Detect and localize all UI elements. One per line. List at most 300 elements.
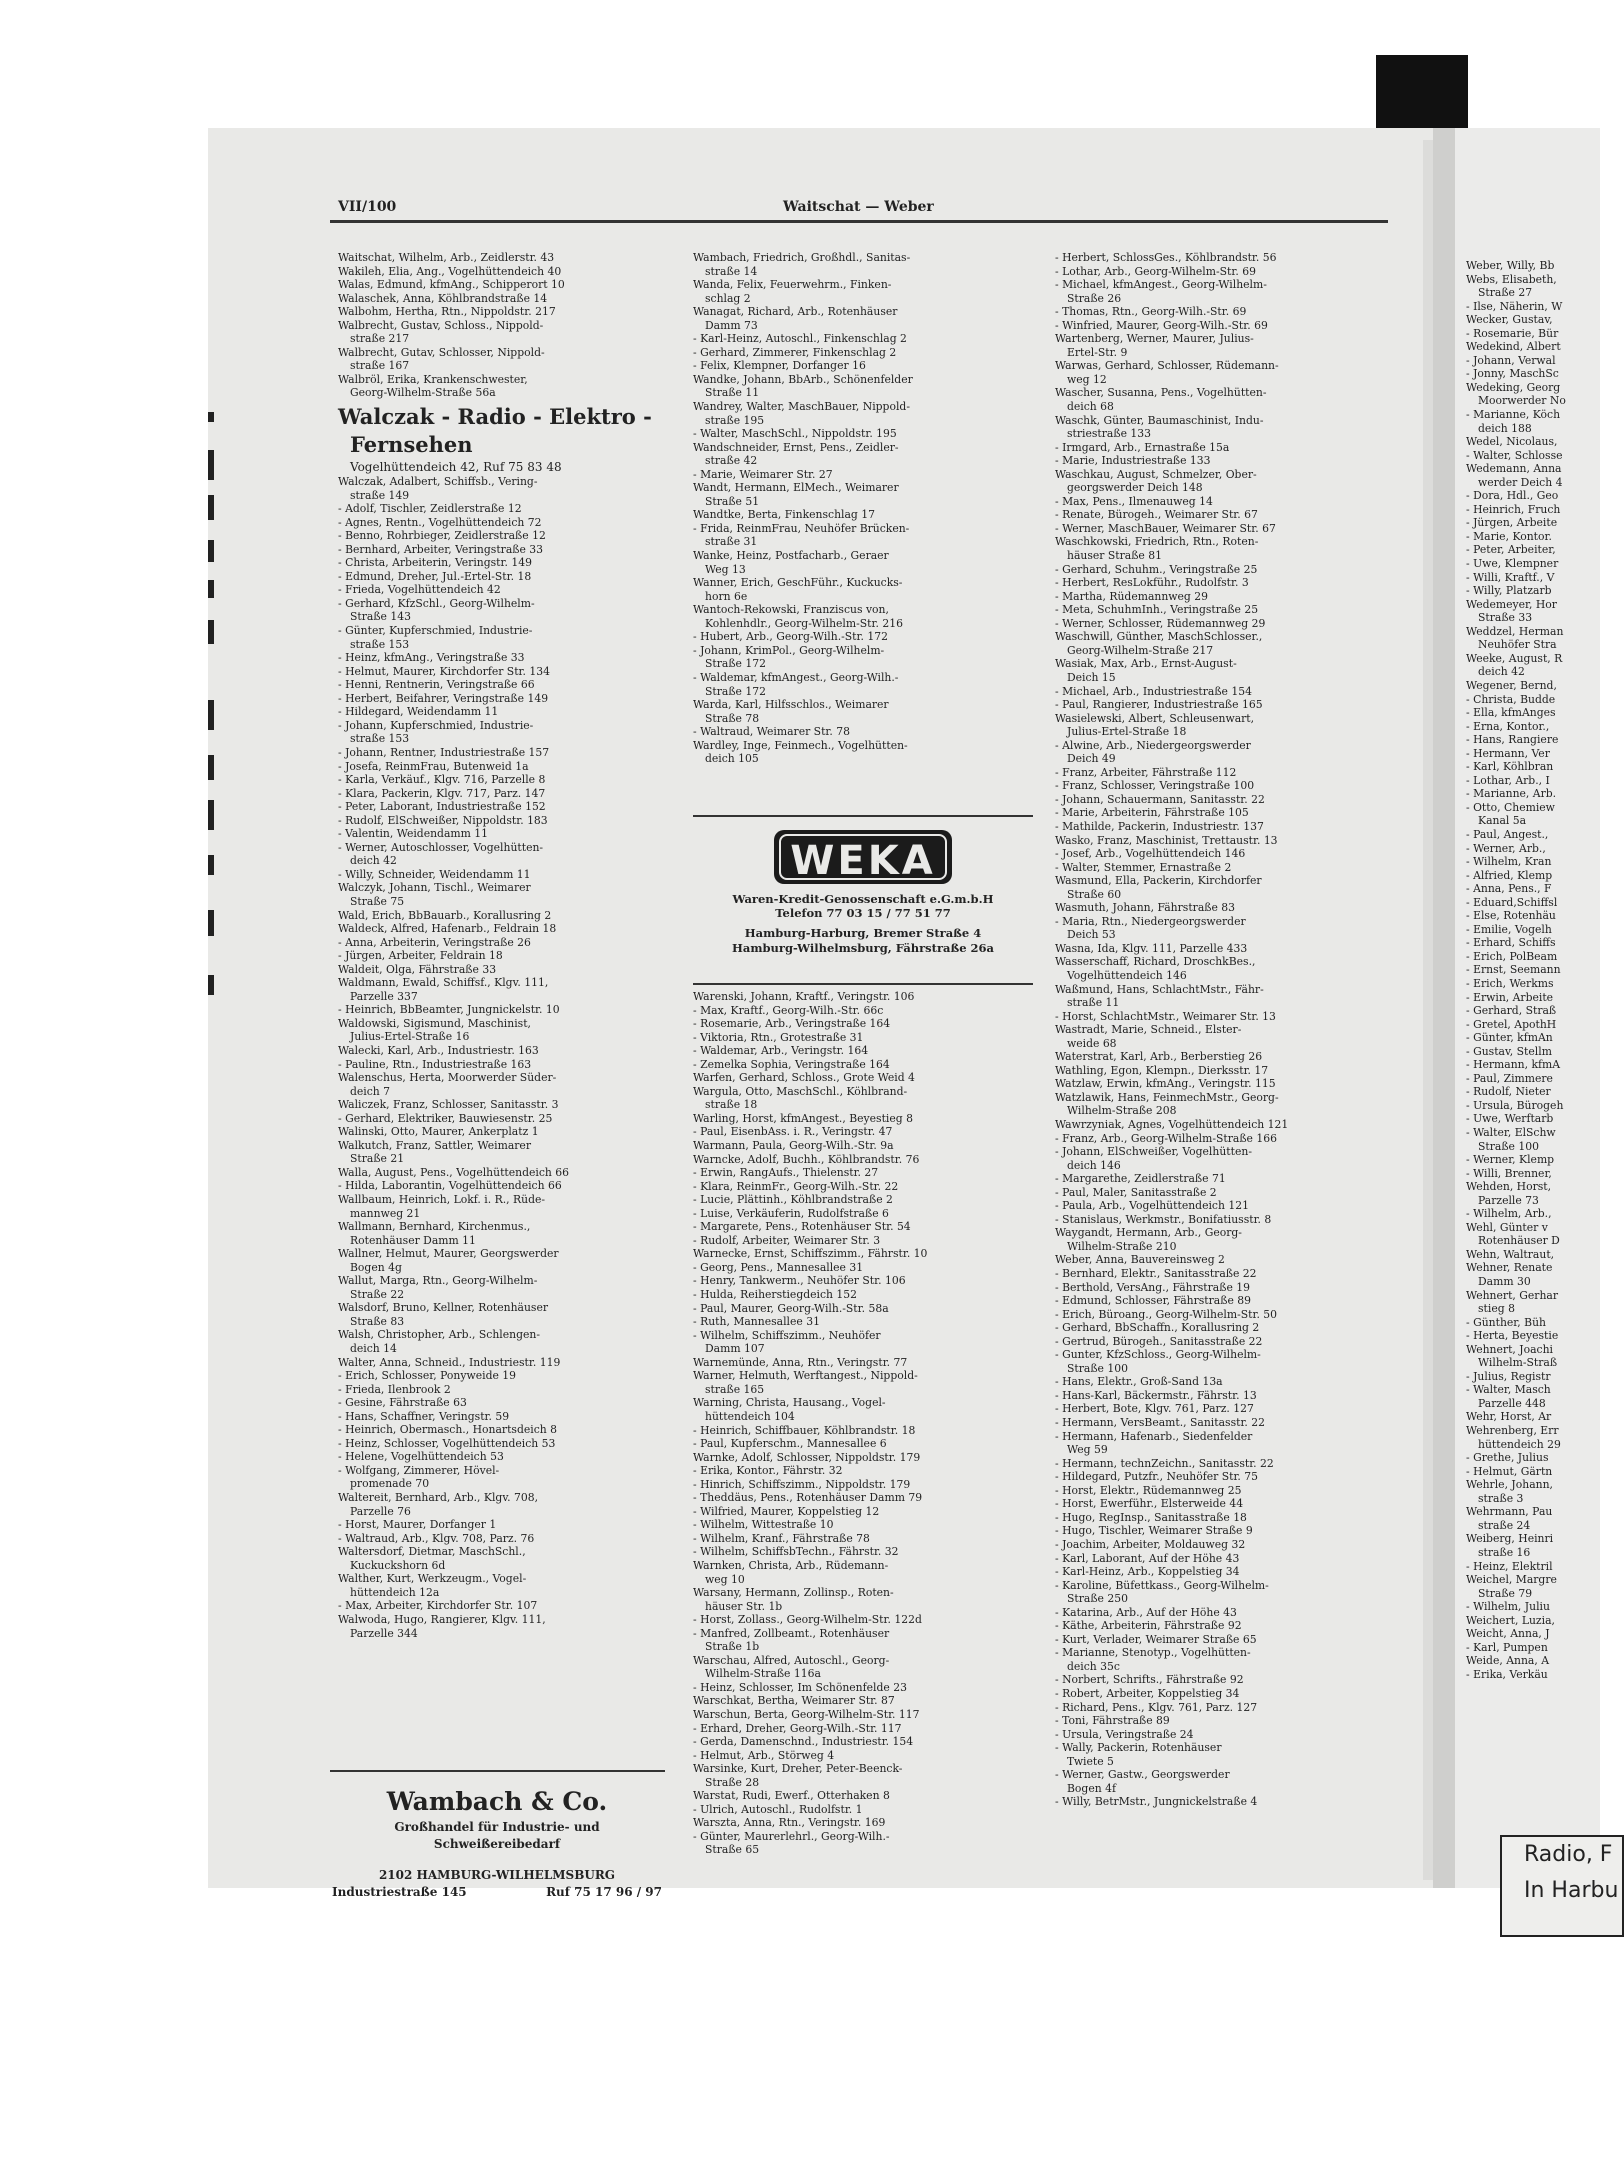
entry: Watzlawik, Hans, FeinmechMstr., Georg- <box>1055 1090 1279 1104</box>
entry-sub: - Günther, Büh <box>1466 1315 1546 1329</box>
weka-logo-text: WEKA <box>790 838 936 884</box>
book-gutter <box>1433 128 1455 1888</box>
entry: Walbröl, Erika, Krankenschwester, <box>338 372 528 386</box>
entry-continuation: Parzelle 76 <box>350 1504 411 1518</box>
entry-sub: - Jürgen, Arbeite <box>1466 516 1558 530</box>
entry-sub: - Hans, Rangiere <box>1466 733 1559 747</box>
entry-continuation: Damm 73 <box>705 318 758 332</box>
entry: Wanner, Erich, GeschFühr., Kuckucks- <box>693 576 903 590</box>
entry-sub: - Adolf, Tischler, Zeidlerstraße 12 <box>338 502 522 516</box>
entry: Weichert, Luzia, <box>1466 1613 1555 1627</box>
entry-continuation: deich 68 <box>1067 400 1114 414</box>
entry-continuation: straße 149 <box>350 488 410 502</box>
entry-continuation: weide 68 <box>1067 1036 1117 1050</box>
entry-sub: - Herbert, ResLokführ., Rudolfstr. 3 <box>1055 576 1249 590</box>
entry: Wascher, Susanna, Pens., Vogelhütten- <box>1055 386 1267 400</box>
margin-mark <box>208 580 214 598</box>
entry-continuation: hüttendeich 29 <box>1478 1437 1561 1451</box>
margin-mark <box>208 910 214 936</box>
entry-continuation: straße 31 <box>705 535 758 549</box>
entry-continuation: straße 217 <box>350 332 410 346</box>
entry-sub: - Werner, Gastw., Georgswerder <box>1055 1768 1230 1782</box>
ad-address: Vogelhüttendeich 42, Ruf 75 83 48 <box>350 460 562 475</box>
entry-sub: - Lothar, Arb., I <box>1466 773 1550 787</box>
entry: Waldeit, Olga, Fährstraße 33 <box>338 962 497 976</box>
entry-continuation: Moorwerder No <box>1478 394 1566 408</box>
column-2 <box>693 251 1038 766</box>
entry: Wallut, Marga, Rtn., Georg-Wilhelm- <box>338 1274 538 1288</box>
ad-rule <box>693 815 1033 817</box>
entry-sub: - Katarina, Arb., Auf der Höhe 43 <box>1055 1605 1237 1619</box>
entry-sub: - Klara, ReinmFr., Georg-Wilh.-Str. 22 <box>693 1179 899 1193</box>
entry-sub: - Max, Pens., Ilmenauweg 14 <box>1055 494 1213 508</box>
entry-sub: - Erich, Werkms <box>1466 976 1554 990</box>
entry: Wanke, Heinz, Postfacharb., Geraer <box>693 549 889 563</box>
entry-sub: - Henni, Rentnerin, Veringstraße 66 <box>338 678 535 692</box>
entry-continuation: Parzelle 337 <box>350 989 418 1003</box>
entry-continuation: Twiete 5 <box>1067 1754 1114 1768</box>
margin-mark <box>208 700 214 730</box>
entry-sub: - Walter, MaschSchl., Nippoldstr. 195 <box>693 427 897 441</box>
entry: Wandschneider, Ernst, Pens., Zeidler- <box>693 440 899 454</box>
entry: Warschau, Alfred, Autoschl., Georg- <box>693 1653 890 1667</box>
entry-sub: - Lucie, Plättinh., Köhlbrandstraße 2 <box>693 1193 893 1207</box>
entry: Wasiak, Max, Arb., Ernst-August- <box>1055 657 1237 671</box>
entry-sub: - Hildegard, Putzfr., Neuhöfer Str. 75 <box>1055 1470 1259 1484</box>
entry-sub: - Pauline, Rtn., Industriestraße 163 <box>338 1057 532 1071</box>
entry-continuation: Straße 60 <box>1067 887 1122 901</box>
entry-sub: - Erhard, Dreher, Georg-Wilh.-Str. 117 <box>693 1721 902 1735</box>
entry-continuation: promenade 70 <box>350 1477 430 1491</box>
entry: Walaschek, Anna, Köhlbrandstraße 14 <box>338 291 548 305</box>
entry-continuation: deich 35c <box>1067 1659 1120 1673</box>
entry-continuation: stieg 8 <box>1478 1302 1515 1316</box>
entry-sub: - Horst, Maurer, Dorfanger 1 <box>338 1518 497 1532</box>
entry: Warszta, Anna, Rtn., Veringstr. 169 <box>693 1816 886 1830</box>
entry-continuation: Straße 172 <box>705 657 766 671</box>
entry-sub: - Michael, kfmAngest., Georg-Wilhelm- <box>1055 278 1267 292</box>
entry-continuation: mannweg 21 <box>350 1206 421 1220</box>
entry-sub: - Dora, Hdl., Geo <box>1466 489 1559 503</box>
entry-sub: - Hans-Karl, Bäckermstr., Fährstr. 13 <box>1055 1388 1257 1402</box>
entry: Wasna, Ida, Klgv. 111, Parzelle 433 <box>1055 941 1248 955</box>
entry-sub: - Rudolf, ElSchweißer, Nippoldstr. 183 <box>338 813 548 827</box>
entry-continuation: Rotenhäuser D <box>1478 1234 1560 1248</box>
entry-sub: - Helene, Vogelhüttendeich 53 <box>338 1450 504 1464</box>
ad-phone: Ruf 75 17 96 / 97 <box>546 1885 662 1899</box>
entry: Warnke, Adolf, Schlosser, Nippoldstr. 179 <box>693 1450 921 1464</box>
entry-continuation: Parzelle 344 <box>350 1626 418 1640</box>
entry: Warenski, Johann, Kraftf., Veringstr. 106 <box>693 990 915 1003</box>
entry-continuation: häuser Straße 81 <box>1067 549 1162 563</box>
entry-sub: - Eduard,Schiffsl <box>1466 895 1558 909</box>
entry-sub: - Erika, Verkäu <box>1466 1667 1548 1681</box>
entry-sub: - Franz, Arbeiter, Fährstraße 112 <box>1055 765 1237 779</box>
entry: Warmann, Paula, Georg-Wilh.-Str. 9a <box>693 1139 894 1153</box>
entry-sub: - Grethe, Julius <box>1466 1451 1549 1465</box>
entry-sub: - Willy, Platzarb <box>1466 584 1552 598</box>
entry-continuation: Vogelhüttendeich 146 <box>1067 968 1187 982</box>
entry-sub: - Paul, Rangierer, Industriestraße 165 <box>1055 698 1263 712</box>
entry-continuation: Damm 107 <box>705 1342 765 1356</box>
entry: Wandt, Hermann, ElMech., Weimarer <box>693 481 899 495</box>
entry: Wastradt, Marie, Schneid., Elster- <box>1055 1023 1242 1037</box>
entry-sub: - Hulda, Reiherstiegdeich 152 <box>693 1288 858 1302</box>
entry-sub: - Walter, Stemmer, Ernastraße 2 <box>1055 860 1232 874</box>
entry-sub: - Paul, Maler, Sanitasstraße 2 <box>1055 1185 1217 1199</box>
entry-sub: - Johann, Schauermann, Sanitasstr. 22 <box>1055 792 1265 806</box>
entry-sub: - Erwin, RangAufs., Thielenstr. 27 <box>693 1166 879 1180</box>
margin-mark <box>208 412 214 422</box>
entry-sub: - Johann, Rentner, Industriestraße 157 <box>338 745 550 759</box>
entry: Wallbaum, Heinrich, Lokf. i. R., Rüde- <box>338 1193 546 1206</box>
entry-continuation: Straße 27 <box>1478 286 1533 300</box>
entry-sub: - Hermann, technZeichn., Sanitasstr. 22 <box>1055 1456 1274 1470</box>
entry-continuation: deich 7 <box>350 1084 391 1098</box>
entry: Wehrenberg, Err <box>1466 1424 1559 1438</box>
entry: Wedel, Nicolaus, <box>1466 435 1558 449</box>
entry-continuation: deich 188 <box>1478 421 1532 435</box>
margin-mark <box>208 620 214 644</box>
entry-sub: - Mathilde, Packerin, Industriestr. 137 <box>1055 819 1264 833</box>
entry: Wallmann, Bernhard, Kirchenmus., <box>338 1220 531 1234</box>
entry-continuation: häuser Str. 1b <box>705 1599 783 1613</box>
page-number: VII/100 <box>338 199 397 215</box>
ad-line: Radio, F <box>1524 1842 1613 1867</box>
entry: Warwas, Gerhard, Schlosser, Rüdemann- <box>1055 359 1279 373</box>
entry: Walecki, Karl, Arb., Industriestr. 163 <box>338 1043 539 1057</box>
entry-continuation: straße 153 <box>350 732 410 746</box>
entry-sub: - Willy, Schneider, Weidendamm 11 <box>338 867 531 881</box>
entry-continuation: Straße 79 <box>1478 1586 1533 1600</box>
entry-continuation: Parzelle 448 <box>1478 1396 1546 1410</box>
entry-sub: - Norbert, Schrifts., Fährstraße 92 <box>1055 1673 1244 1687</box>
entry: Wedeking, Georg <box>1466 380 1561 394</box>
entry-sub: - Frieda, Ilenbrook 2 <box>338 1382 451 1396</box>
entry: Warda, Karl, Hilfsschlos., Weimarer <box>693 698 889 712</box>
entry: Wasko, Franz, Maschinist, Trettaustr. 13 <box>1055 833 1278 847</box>
entry-continuation: straße 42 <box>705 454 758 468</box>
entry-sub: - Waldemar, kfmAngest., Georg-Wilh.- <box>693 670 899 684</box>
entry-sub: - Theddäus, Pens., Rotenhäuser Damm 79 <box>693 1491 923 1505</box>
entry-continuation: Straße 83 <box>350 1314 405 1328</box>
entry-sub: - Walter, ElSchw <box>1466 1126 1556 1139</box>
entry-sub: - Stanislaus, Werkmstr., Bonifatiusstr. 8 <box>1055 1212 1272 1226</box>
entry-continuation: striestraße 133 <box>1067 427 1152 441</box>
entry-continuation: Damm 30 <box>1478 1275 1531 1289</box>
entry-continuation: deich 105 <box>705 752 759 766</box>
entry-sub: - Anna, Arbeiterin, Veringstraße 26 <box>338 935 531 949</box>
entry-sub: - Kurt, Verlader, Weimarer Straße 65 <box>1055 1632 1257 1646</box>
entry-sub: - Gesine, Fährstraße 63 <box>338 1396 467 1410</box>
entry-continuation: straße 3 <box>1478 1491 1524 1505</box>
entry-continuation: Straße 11 <box>705 386 760 400</box>
ad-title: Walczak - Radio - Elektro - <box>338 404 652 430</box>
entry-sub: - Herbert, Beifahrer, Veringstraße 149 <box>338 691 549 705</box>
entry-sub: - Hans, Schaffner, Veringstr. 59 <box>338 1409 510 1423</box>
entry-sub: - Wilhelm, Kranf., Fährstraße 78 <box>693 1531 870 1545</box>
entry-sub: - Erna, Kontor., <box>1466 719 1550 733</box>
entry-sub: - Hubert, Arb., Georg-Wilh.-Str. 172 <box>693 630 888 644</box>
entry-continuation: Deich 49 <box>1067 752 1116 766</box>
ad-contact <box>332 1884 662 1901</box>
entry-sub: - Werner, Schlosser, Rüdemannweg 29 <box>1055 616 1266 630</box>
entry-sub: - Gustav, Stellm <box>1466 1044 1552 1058</box>
entry-continuation: straße 11 <box>1067 996 1120 1010</box>
entry-sub: - Waldemar, Arb., Veringstr. 164 <box>693 1044 869 1058</box>
entry-sub: - Zemelka Sophia, Veringstraße 164 <box>693 1057 890 1071</box>
entry-sub: - Gerhard, Schuhm., Veringstraße 25 <box>1055 562 1258 576</box>
entry-continuation: Wilhelm-Straße 208 <box>1067 1104 1177 1118</box>
entry: Waschkau, August, Schmelzer, Ober- <box>1055 467 1257 481</box>
margin-mark <box>208 800 214 830</box>
entry-sub: - Paul, Angest., <box>1466 827 1549 841</box>
entry-sub: - Horst, Elektr., Rüdemannweg 25 <box>1055 1483 1242 1497</box>
entry-sub: - Walter, Masch <box>1466 1383 1551 1397</box>
entry-sub: - Gunter, KfzSchloss., Georg-Wilhelm- <box>1055 1348 1261 1362</box>
entry-sub: - Hinrich, Schiffszimm., Nippoldstr. 179 <box>693 1477 911 1491</box>
entry-sub: - Heinrich, BbBeamter, Jungnickelstr. 10 <box>338 1003 560 1017</box>
ad-city: 2102 HAMBURG-WILHELMSBURG <box>378 1868 616 1882</box>
entry-continuation: deich 146 <box>1067 1158 1121 1172</box>
entry-sub: - Frida, ReinmFrau, Neuhöfer Brücken- <box>693 521 910 535</box>
directory-list <box>693 990 1038 1857</box>
entry-continuation: Deich 15 <box>1067 670 1116 684</box>
entry: Walas, Edmund, kfmAng., Schipperort 10 <box>338 278 565 292</box>
entry-continuation: Georg-Wilhelm-Straße 217 <box>1067 643 1214 657</box>
entry-continuation: deich 42 <box>1478 665 1525 679</box>
entry-continuation: deich 14 <box>350 1342 397 1356</box>
entry-sub: - Margarethe, Zeidlerstraße 71 <box>1055 1172 1226 1186</box>
entry-sub: - Ruth, Mannesallee 31 <box>693 1315 820 1329</box>
ad-rule <box>330 1770 665 1772</box>
entry-sub: - Wilfried, Maurer, Koppelstieg 12 <box>693 1504 880 1518</box>
entry: Weeke, August, R <box>1466 651 1563 665</box>
entry-sub: - Karl, Köhlbran <box>1466 760 1554 774</box>
entry-sub: - Hilda, Laborantin, Vogelhüttendeich 66 <box>338 1179 562 1193</box>
entry: Webs, Elisabeth, <box>1466 272 1557 286</box>
entry-sub: - Wilhelm, Wittestraße 10 <box>693 1518 834 1532</box>
ad-phone: Telefon 77 03 15 / 77 51 77 <box>775 906 951 920</box>
directory-list <box>338 475 683 1640</box>
entry: Wehnert, Gerhar <box>1466 1288 1558 1302</box>
entry: Wehner, Renate <box>1466 1261 1553 1275</box>
entry-sub: - Marianne, Stenotyp., Vogelhütten- <box>1055 1646 1251 1660</box>
entry-sub: - Wally, Packerin, Rotenhäuser <box>1055 1741 1222 1755</box>
entry-sub: - Heinrich, Schiffbauer, Köhlbrandstr. 18 <box>693 1423 916 1437</box>
entry-sub: - Emilie, Vogelh <box>1466 922 1552 936</box>
entry-continuation: Straße 75 <box>350 894 405 908</box>
entry: Warncke, Adolf, Buchh., Köhlbrandstr. 76 <box>693 1152 920 1166</box>
entry-sub: - Hugo, RegInsp., Sanitasstraße 18 <box>1055 1510 1247 1524</box>
entry-sub: - Max, Kraftf., Georg-Wilh.-Str. 66c <box>693 1003 884 1017</box>
entry: Wasmund, Ella, Packerin, Kirchdorfer <box>1055 874 1262 888</box>
entry-continuation: schlag 2 <box>705 291 751 305</box>
entry-sub: - Herta, Beyestie <box>1466 1329 1559 1343</box>
entry: Warnken, Christa, Arb., Rüdemann- <box>693 1558 889 1572</box>
entry: Warning, Christa, Hausang., Vogel- <box>693 1396 886 1410</box>
entry: Waschk, Günter, Baumaschinist, Indu- <box>1055 413 1264 427</box>
weka-ad <box>693 826 1033 956</box>
entry-continuation: Weg 59 <box>1067 1443 1108 1457</box>
entry-sub: - Peter, Laborant, Industriestraße 152 <box>338 800 546 814</box>
entry-sub: - Erich, Schlosser, Ponyweide 19 <box>338 1369 517 1383</box>
entry-sub: - Wilhelm, Schiffszimm., Neuhöfer <box>693 1328 881 1342</box>
entry: Walter, Anna, Schneid., Industriestr. 119 <box>338 1355 561 1369</box>
entry-sub: - Jürgen, Arbeiter, Feldrain 18 <box>338 949 503 963</box>
entry-sub: - Margarete, Pens., Rotenhäuser Str. 54 <box>693 1220 911 1234</box>
entry: Waschkowski, Friedrich, Rtn., Roten- <box>1055 535 1259 549</box>
directory-list <box>338 251 683 400</box>
entry-continuation: Straße 100 <box>1478 1139 1539 1153</box>
entry-sub: - Maria, Rtn., Niedergeorgswerder <box>1055 914 1246 928</box>
entry-sub: - Anna, Pens., F <box>1466 882 1552 896</box>
entry-sub: - Werner, Klemp <box>1466 1153 1555 1167</box>
entry: Wasserschaff, Richard, DroschkBes., <box>1055 955 1256 969</box>
entry-sub: - Paul, Kupferschm., Mannesallee 6 <box>693 1437 887 1451</box>
entry: Waliczek, Franz, Schlosser, Sanitasstr. 3 <box>338 1098 559 1112</box>
entry: Waßmund, Hans, SchlachtMstr., Fähr- <box>1055 982 1264 996</box>
entry-sub: - Gerhard, KfzSchl., Georg-Wilhelm- <box>338 596 535 610</box>
entry-sub: - Lothar, Arb., Georg-Wilhelm-Str. 69 <box>1055 264 1256 278</box>
entry: Walbrecht, Gustav, Schloss., Nippold- <box>338 318 544 332</box>
entry-continuation: werder Deich 4 <box>1478 475 1563 489</box>
column-2-continued <box>693 990 1038 1857</box>
entry: Wardley, Inge, Feinmech., Vogelhütten- <box>693 738 908 752</box>
entry-continuation: straße 153 <box>350 637 410 651</box>
entry-sub: - Rudolf, Nieter <box>1466 1085 1551 1099</box>
entry-sub: - Toni, Fährstraße 89 <box>1055 1714 1170 1728</box>
entry-sub: - Julius, Registr <box>1466 1369 1551 1383</box>
entry: Weiberg, Heinri <box>1466 1532 1554 1546</box>
entry: Walkutch, Franz, Sattler, Weimarer <box>338 1138 531 1152</box>
entry-sub: - Otto, Chemiew <box>1466 800 1555 814</box>
entry-sub: - Karla, Verkäuf., Klgv. 716, Parzelle 8 <box>338 773 546 787</box>
entry-sub: - Helmut, Arb., Störweg 4 <box>693 1748 835 1762</box>
entry-continuation: Straße 250 <box>1067 1592 1128 1606</box>
entry-continuation: straße 18 <box>705 1098 758 1112</box>
entry-sub: - Ella, kfmAnges <box>1466 706 1556 720</box>
entry-sub: - Bernhard, Arbeiter, Veringstraße 33 <box>338 542 544 556</box>
directory-list <box>1466 259 1600 1681</box>
entry: Waygandt, Hermann, Arb., Georg- <box>1055 1226 1242 1240</box>
entry-sub: - Werner, Autoschlosser, Vogelhütten- <box>338 840 544 854</box>
entry: Walsh, Christopher, Arb., Schlengen- <box>338 1328 540 1342</box>
entry-sub: - Heinrich, Obermasch., Honartsdeich 8 <box>338 1423 558 1437</box>
entry-continuation: hüttendeich 104 <box>705 1409 795 1423</box>
entry-sub: - Viktoria, Rtn., Grotestraße 31 <box>693 1030 864 1044</box>
entry: Wald, Erich, BbBauarb., Korallusring 2 <box>338 908 552 922</box>
entry: Weicht, Anna, J <box>1466 1627 1550 1641</box>
ad-street: Industriestraße 145 <box>332 1885 467 1899</box>
entry: Wathling, Egon, Klempn., Dierksstr. 17 <box>1055 1063 1269 1077</box>
entry-sub: - Rosemarie, Arb., Veringstraße 164 <box>693 1017 891 1031</box>
entry-sub: - Joachim, Arbeiter, Moldauweg 32 <box>1055 1537 1246 1551</box>
page-title: Waitschat — Weber <box>783 199 934 215</box>
entry-sub: - Josefa, ReinmFrau, Butenweid 1a <box>338 759 529 773</box>
entry-continuation: Bogen 4g <box>350 1260 402 1274</box>
entry: Warfen, Gerhard, Schloss., Grote Weid 4 <box>693 1071 915 1085</box>
entry: Waitschat, Wilhelm, Arb., Zeidlerstr. 43 <box>338 251 555 264</box>
entry-sub: - Franz, Arb., Georg-Wilhelm-Straße 166 <box>1055 1131 1277 1145</box>
margin-mark <box>208 540 214 562</box>
entry-sub: - Horst, SchlachtMstr., Weimarer Str. 13 <box>1055 1009 1276 1023</box>
entry-sub: - Alwine, Arb., Niedergeorgswerder <box>1055 738 1251 752</box>
entry-sub: - Jonny, MaschSc <box>1466 367 1559 381</box>
entry-sub: - Georg, Pens., Mannesallee 31 <box>693 1260 864 1274</box>
entry: Walther, Kurt, Werkzeugm., Vogel- <box>338 1572 527 1586</box>
entry: Walwoda, Hugo, Rangierer, Klgv. 111, <box>338 1612 546 1626</box>
entry-sub: - Werner, Arb., <box>1466 841 1546 855</box>
entry-sub: - Hans, Elektr., Groß-Sand 13a <box>1055 1375 1223 1389</box>
entry-continuation: horn 6e <box>705 589 748 603</box>
entry: Walenschus, Herta, Moorwerder Süder- <box>338 1071 557 1085</box>
ad-company: Wambach & Co. <box>386 1787 608 1816</box>
adjacent-page-column <box>1466 259 1600 1681</box>
entry-continuation: georgswerder Deich 148 <box>1067 481 1203 495</box>
entry-continuation: Rotenhäuser Damm 11 <box>350 1233 476 1247</box>
entry-sub: - Willi, Brenner, <box>1466 1166 1552 1180</box>
entry: Weber, Anna, Bauvereinsweg 2 <box>1055 1253 1225 1267</box>
column-1 <box>338 251 683 1640</box>
entry: Walbohm, Hertha, Rtn., Nippoldstr. 217 <box>338 305 556 319</box>
entry-sub: - Manfred, Zollbeamt., Rotenhäuser <box>693 1626 890 1640</box>
entry-sub: - Marie, Kontor. <box>1466 529 1552 543</box>
entry-sub: - Herbert, Bote, Klgv. 761, Parz. 127 <box>1055 1402 1254 1416</box>
entry-sub: - Heinz, Schlosser, Vogelhüttendeich 53 <box>338 1436 556 1450</box>
entry-sub: - Hermann, Ver <box>1466 746 1550 760</box>
entry-sub: - Ernst, Seemann <box>1466 963 1561 977</box>
entry-sub: - Werner, MaschBauer, Weimarer Str. 67 <box>1055 521 1276 535</box>
entry-continuation: straße 167 <box>350 359 410 373</box>
entry: Waldeck, Alfred, Hafenarb., Feldrain 18 <box>338 922 557 936</box>
entry: Weddzel, Herman <box>1466 624 1564 638</box>
margin-mark <box>208 450 214 480</box>
ad-line: Großhandel für Industrie- und <box>394 1820 600 1834</box>
ad-address: Hamburg-Harburg, Bremer Straße 4 <box>744 926 982 940</box>
entry-sub: - Marianne, Köch <box>1466 408 1561 422</box>
radio-ad-box <box>1500 1835 1624 1937</box>
entry-continuation: Straße 21 <box>350 1152 405 1166</box>
entry-sub: - Gertrud, Bürogeh., Sanitasstraße 22 <box>1055 1334 1263 1348</box>
entry-sub: - Käthe, Arbeiterin, Fährstraße 92 <box>1055 1619 1242 1633</box>
entry: Warschkat, Bertha, Weimarer Str. 87 <box>693 1694 895 1708</box>
entry-sub: - Berthold, VersAng., Fährstraße 19 <box>1055 1280 1251 1294</box>
ad-company: Waren-Kredit-Genossenschaft e.G.m.b.H <box>732 892 994 906</box>
entry-continuation: Straße 33 <box>1478 611 1533 625</box>
entry-continuation: Straße 22 <box>350 1287 405 1301</box>
entry-sub: - Erich, Büroang., Georg-Wilhelm-Str. 50 <box>1055 1307 1278 1321</box>
entry: Wedemeyer, Hor <box>1466 597 1557 611</box>
entry-continuation: Straße 172 <box>705 684 766 698</box>
entry-sub: - Klara, Packerin, Klgv. 717, Parz. 147 <box>338 786 546 800</box>
entry-sub: - Peter, Arbeiter, <box>1466 543 1556 557</box>
entry-sub: - Martha, Rüdemannweg 29 <box>1055 589 1209 603</box>
entry: Walbrecht, Gutav, Schlosser, Nippold- <box>338 345 545 359</box>
entry-sub: - Helmut, Maurer, Kirchdorfer Str. 134 <box>338 664 550 678</box>
entry-continuation: Straße 143 <box>350 610 411 624</box>
entry-sub: - Johann, Kupferschmied, Industrie- <box>338 718 534 732</box>
entry-sub: - Marie, Weimarer Str. 27 <box>693 467 833 481</box>
entry-sub: - Luise, Verkäuferin, Rudolfstraße 6 <box>693 1206 889 1220</box>
entry: Wanagat, Richard, Arb., Rotenhäuser <box>693 305 898 319</box>
entry: Warstat, Rudi, Ewerf., Otterhaken 8 <box>693 1789 890 1803</box>
entry-sub: - Christa, Budde <box>1466 692 1556 706</box>
entry-sub: - Valentin, Weidendamm 11 <box>338 827 489 841</box>
entry: Wehn, Waltraut, <box>1466 1247 1555 1261</box>
ad-address: Hamburg-Wilhelmsburg, Fährstraße 26a <box>732 941 994 955</box>
entry-sub: - Franz, Schlosser, Veringstraße 100 <box>1055 779 1255 793</box>
